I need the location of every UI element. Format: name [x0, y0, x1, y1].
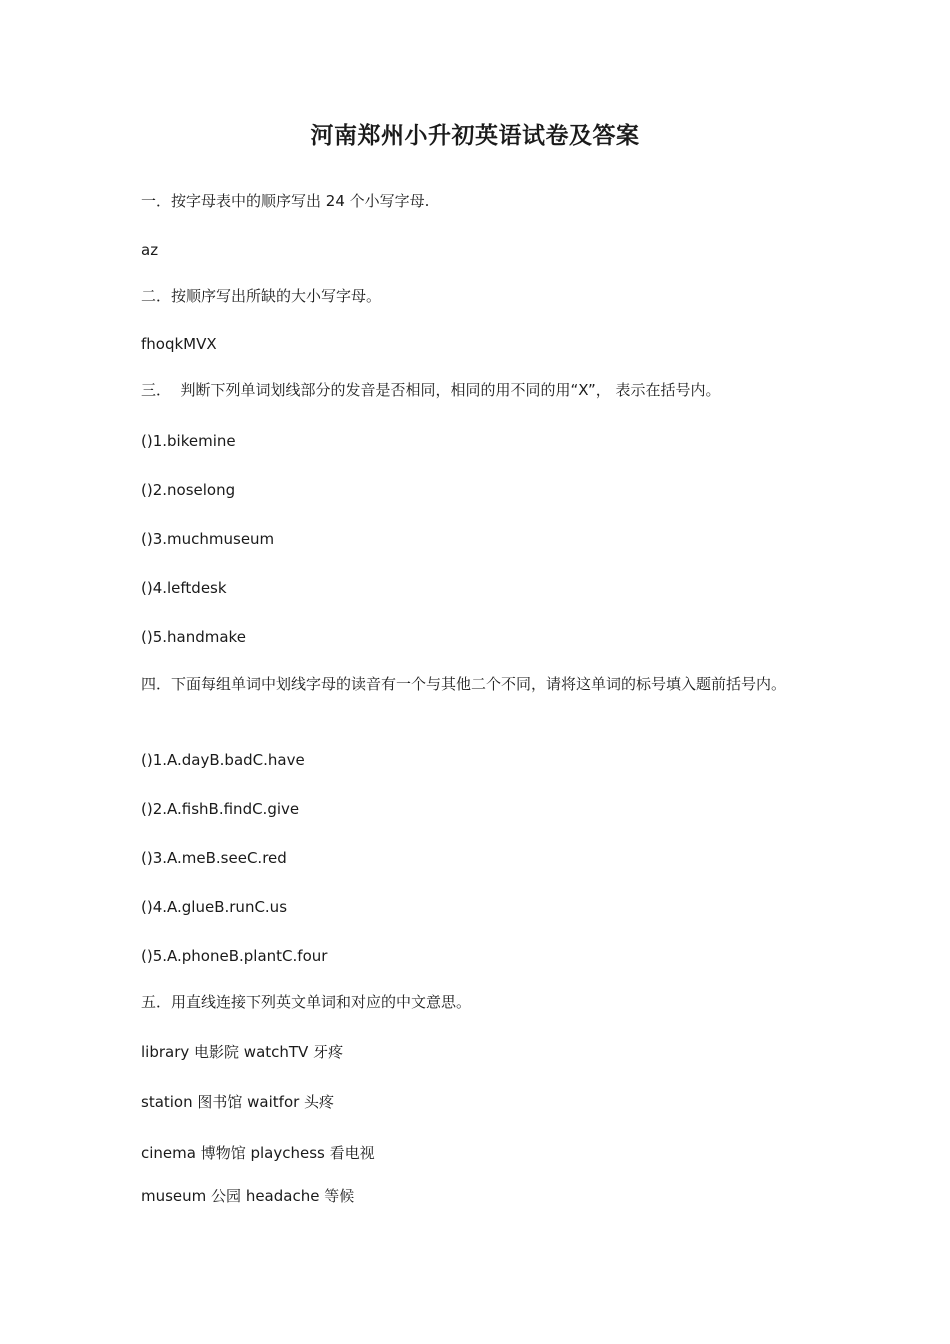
section-5-row-2: station 图书馆 waitfor 头疼 — [141, 1093, 335, 1111]
section-1-heading: 一．按字母表中的顺序写出 24 个小写字母. — [141, 192, 430, 210]
section-1-answer: az — [141, 241, 159, 259]
page-title: 河南郑州小升初英语试卷及答案 — [310, 123, 640, 149]
section-5-row-4: museum 公园 headache 等候 — [141, 1187, 355, 1205]
section-4-item-1: ()1.A.dayB.badC.have — [141, 751, 305, 769]
section-3-item-4: ()4.leftdesk — [141, 579, 227, 597]
section-4-item-3: ()3.A.meB.seeC.red — [141, 849, 287, 867]
section-4-item-2: ()2.A.fishB.findC.give — [141, 800, 300, 818]
section-3-heading: 三． 判断下列单词划线部分的发音是否相同，相同的用不同的用“X”， 表示在括号内。 — [141, 381, 721, 399]
section-3-item-3: ()3.muchmuseum — [141, 530, 275, 548]
section-2-heading: 二．按顺序写出所缺的大小写字母。 — [141, 287, 382, 305]
section-4-item-5: ()5.A.phoneB.plantC.four — [141, 947, 328, 965]
section-3-item-1: ()1.bikemine — [141, 432, 236, 450]
section-5-row-1: library 电影院 watchTV 牙疼 — [141, 1043, 344, 1061]
section-5-row-3: cinema 博物馆 playchess 看电视 — [141, 1144, 375, 1162]
section-5-heading: 五．用直线连接下列英文单词和对应的中文意思。 — [141, 993, 472, 1011]
section-4-item-4: ()4.A.glueB.runC.us — [141, 898, 288, 916]
section-2-answer: fhoqkMVX — [141, 335, 217, 353]
section-3-item-2: ()2.noselong — [141, 481, 236, 499]
section-4-heading: 四．下面每组单词中划线字母的读音有一个与其他二个不同，请将这单词的标号填入题前括号内。 — [141, 675, 787, 693]
section-3-item-5: ()5.handmake — [141, 628, 246, 646]
